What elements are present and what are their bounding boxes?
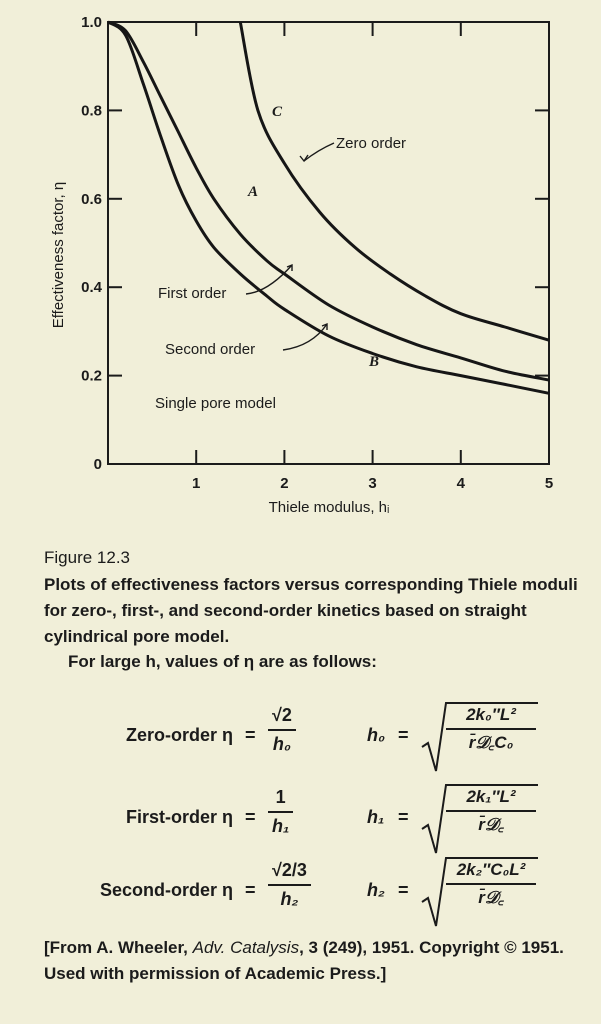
figure-description: Plots of effectiveness factors versus corresponding Thiele moduli for zero-, first-, and second-order kinetics based on straight cylindrical pore model.	[44, 575, 578, 646]
y-tick-label: 0.8	[81, 102, 102, 120]
equation-second-order: Second-order η = √2/3 h₂ h₂ = 2k₂′′C₀L² r̄𝒟꜀	[0, 860, 601, 930]
y-tick-label: 0.4	[81, 279, 102, 297]
h-symbol: h₀	[367, 725, 386, 745]
x-tick-label: 2	[280, 475, 289, 492]
y-tick-label: 1.0	[81, 14, 102, 31]
annotation-second-order: Second order	[165, 341, 256, 358]
annotation-first-order: First order	[158, 285, 227, 302]
curve-letter-b: B	[369, 354, 380, 370]
eta-fraction: 1 h₁	[268, 787, 293, 837]
x-tick-label: 1	[192, 475, 201, 492]
equation-name: First-order η	[125, 807, 233, 827]
figure-note: For large h, values of η are as follows:	[68, 652, 377, 671]
h-root: 2k₂′′C₀L² r̄𝒟꜀	[420, 854, 540, 930]
equation-name: Zero-order η	[125, 725, 233, 745]
h-symbol: h₂	[367, 880, 385, 900]
curve-zero-order	[240, 22, 549, 340]
annotation-zero-order: Zero order	[336, 135, 407, 152]
x-tick-label: 4	[456, 475, 465, 492]
x-tick-label: 3	[368, 475, 377, 492]
y-tick-label: 0.2	[81, 367, 102, 385]
curve-letter-a: A	[248, 184, 259, 200]
equation-name: Second-order η	[99, 880, 233, 900]
annotation-single-pore-model: Single pore model	[155, 395, 276, 412]
figure-caption	[44, 548, 584, 672]
h-root: 2k₀′′L² r̄𝒟꜀C₀	[420, 699, 540, 775]
eta-fraction: √2 h₀	[268, 705, 296, 755]
curve-first-order	[108, 22, 549, 380]
h-root: 2k₁′′L² r̄𝒟꜀	[420, 781, 540, 857]
x-tick-label: 5	[544, 475, 554, 492]
equation-zero-order: Zero-order η = √2 h₀ h₀ = 2k₀′′L² r̄𝒟꜀C₀	[0, 705, 601, 775]
curve-second-order	[108, 22, 549, 393]
curve-letter-c: C	[272, 104, 283, 120]
equation-first-order: First-order η = 1 h₁ h₁ = 2k₁′′L² r̄𝒟꜀	[0, 787, 601, 857]
y-tick-label: 0	[93, 456, 102, 473]
h-symbol: h₁	[367, 807, 385, 827]
figure-number: Figure 12.3	[44, 548, 130, 567]
source-credit: [From A. Wheeler, Adv. Catalysis, 3 (249), 1951. Copyright © 1951. Used with permission of Academic Press.]	[44, 938, 564, 983]
x-axis-label: Thiele modulus, hᵢ	[268, 499, 390, 516]
y-tick-label: 0.6	[81, 190, 102, 208]
eta-fraction: √2/3 h₂	[268, 860, 311, 910]
y-axis-label: Effectiveness factor, η	[50, 181, 67, 329]
